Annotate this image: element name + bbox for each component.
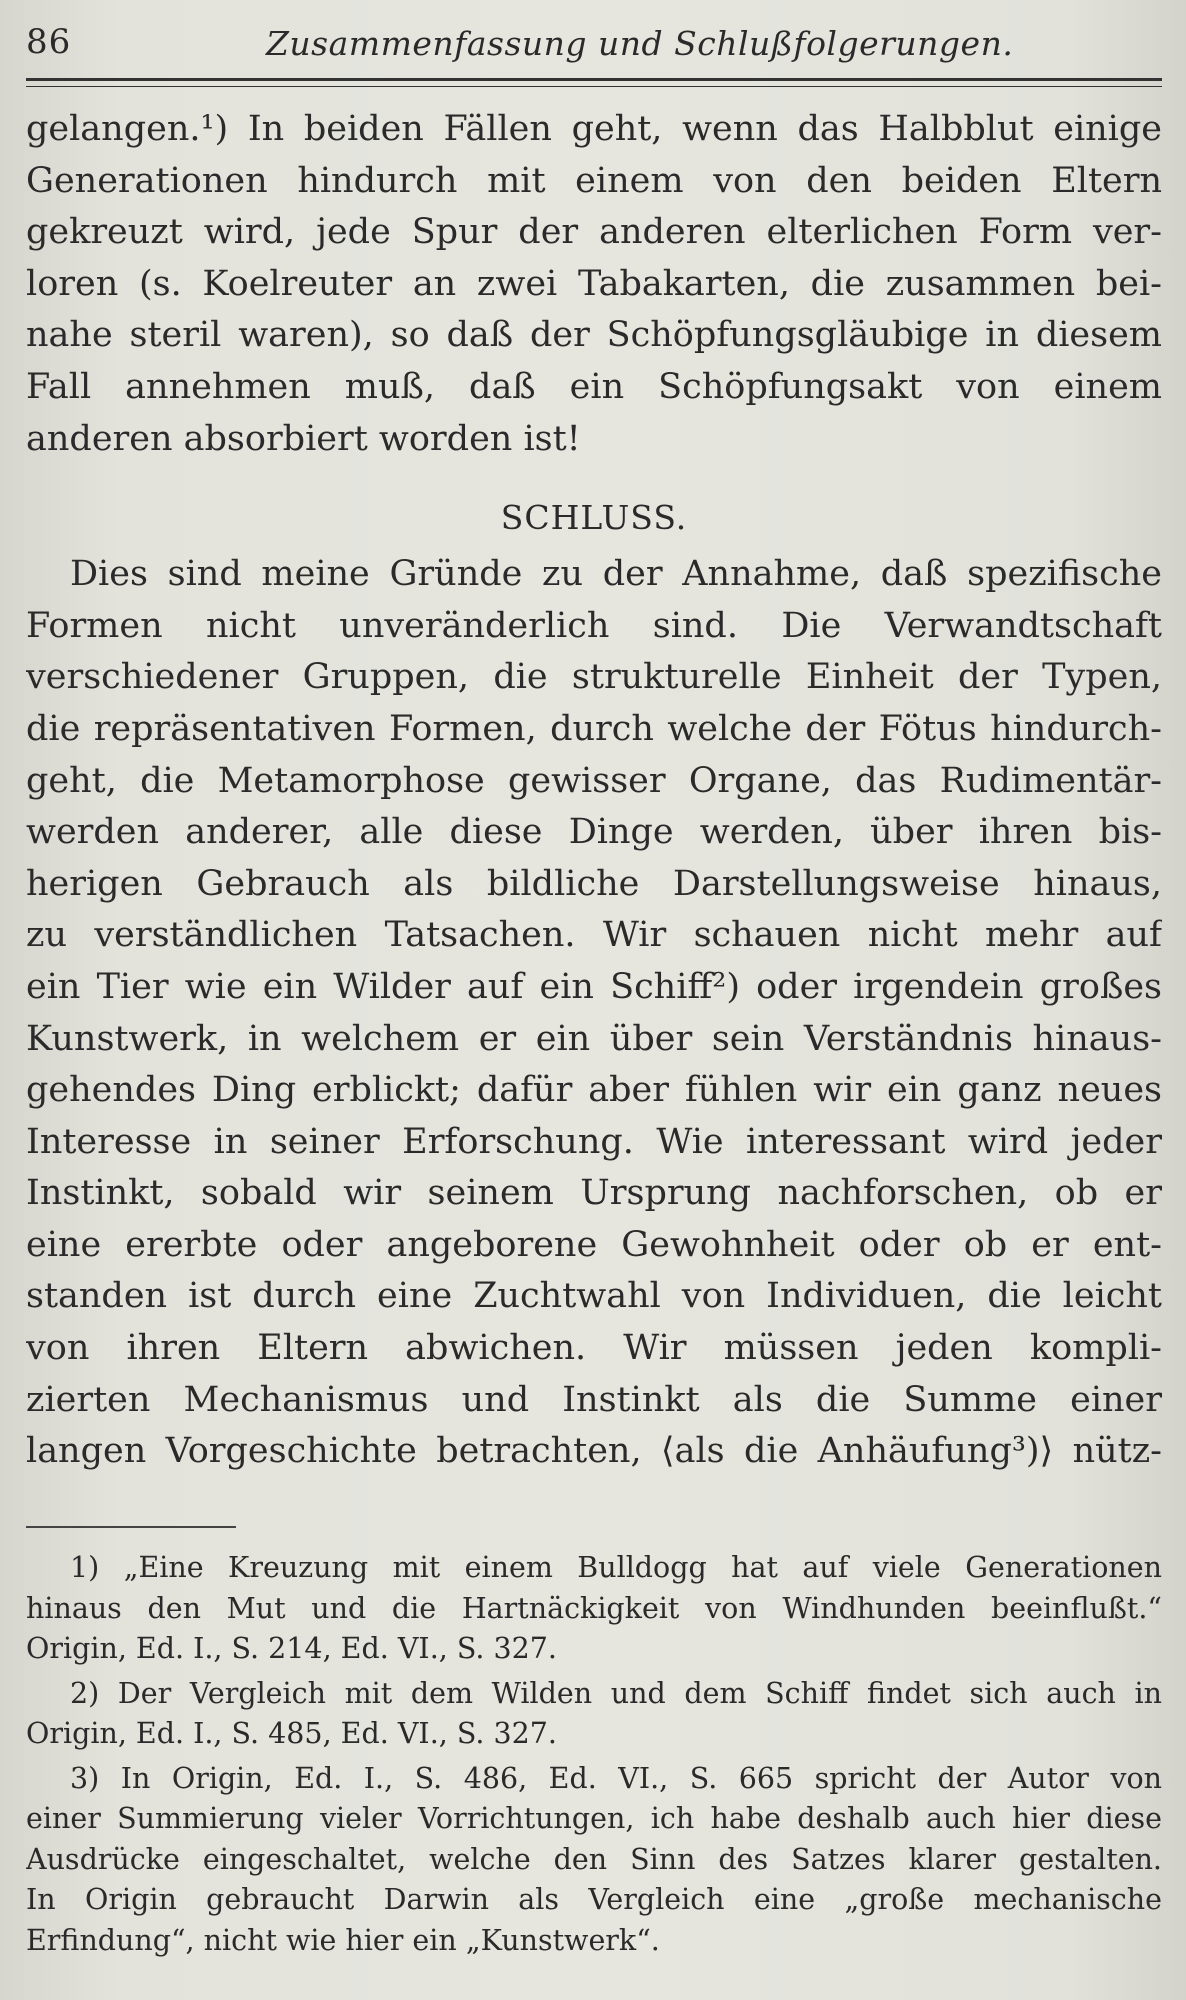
text-line: zu verständlichen Tatsachen. Wir schauen nicht mehr auf — [26, 915, 1162, 956]
text-line: Instinkt, sobald wir seinem Ursprung nachforschen, ob er — [26, 1173, 1162, 1214]
text-line: werden anderer, alle diese Dinge werden, über ihren bis- — [26, 812, 1162, 853]
footnote-line: Erfindung“, nicht wie hier ein „Kunstwerk“. — [26, 1923, 660, 1957]
text-line: Generationen hindurch mit einem von den beiden Eltern — [26, 160, 1162, 201]
paragraph-schluss — [26, 549, 1162, 1478]
text-line: Formen nicht unveränderlich sind. Die Verwandtschaft — [26, 605, 1162, 646]
page-header — [26, 22, 1160, 72]
footnote-1 — [26, 1548, 1162, 1670]
footnote-line: 1) „Eine Kreuzung mit einem Bulldogg hat auf viele Generationen — [70, 1551, 1162, 1584]
text-line: ein Tier wie ein Wilder auf ein Schiff²) oder irgendein großes — [26, 966, 1162, 1007]
running-title: Zusammenfassung und Schlußfolgerungen. — [266, 24, 1014, 63]
text-line: herigen Gebrauch als bildliche Darstellungsweise hinaus, — [26, 863, 1162, 904]
footnote-3 — [26, 1759, 1162, 1962]
text-line: gekreuzt wird, jede Spur der anderen elterlichen Form ver- — [26, 212, 1162, 253]
footnote-line: einer Summierung vieler Vorrichtungen, ich habe deshalb auch hier diese — [26, 1802, 1162, 1835]
footnote-line: 3) In Origin, Ed. I., S. 486, Ed. VI., S. 665 spricht der Autor von — [70, 1761, 1162, 1795]
text-line: gelangen.¹) In beiden Fällen geht, wenn das Halbblut einige — [26, 109, 1162, 149]
footnote-separator — [26, 1526, 236, 1528]
text-line: von ihren Eltern abwichen. Wir müssen jeden kompli- — [26, 1328, 1162, 1369]
text-line: eine ererbte oder angeborene Gewohnheit oder ob er ent- — [26, 1224, 1162, 1265]
text-line: verschiedener Gruppen, die strukturelle Einheit der Typen, — [26, 657, 1162, 698]
footnote-line: In Origin gebraucht Darwin als Vergleich eine „große mechanische — [26, 1883, 1162, 1916]
header-rule-thin — [26, 86, 1162, 87]
text-line: Interesse in seiner Erforschung. Wie interessant wird jeder — [26, 1121, 1162, 1162]
page-number: 86 — [26, 22, 72, 62]
main-text — [26, 104, 1162, 1478]
footnotes — [26, 1548, 1162, 1961]
section-heading: SCHLUSS. — [500, 498, 688, 538]
footnote-line: Ausdrücke eingeschaltet, welche den Sinn des Satzes klarer gestalten. — [26, 1842, 1162, 1876]
footnote-line: hinaus den Mut und die Hartnäckigkeit von Windhunden beeinflußt.“ — [26, 1591, 1162, 1625]
text-line: gehendes Ding erblickt; dafür aber fühlen wir ein ganz neues — [26, 1070, 1162, 1111]
text-line: Kunstwerk, in welchem er ein über sein Verständnis hinaus- — [26, 1018, 1162, 1059]
text-line: anderen absorbiert worden ist! — [26, 418, 581, 459]
text-line: Fall annehmen muß, daß ein Schöpfungsakt von einem — [26, 366, 1162, 407]
text-line: standen ist durch eine Zuchtwahl von Individuen, die leicht — [26, 1276, 1162, 1317]
text-line: langen Vorgeschichte betrachten, ⟨als die Anhäufung³)⟩ nütz- — [26, 1431, 1162, 1472]
text-line: geht, die Metamorphose gewisser Organe, das Rudimentär- — [26, 760, 1162, 801]
footnote-2 — [26, 1674, 1162, 1755]
text-line: loren (s. Koelreuter an zwei Tabakarten, die zusammen bei- — [26, 263, 1162, 304]
text-line: die repräsentativen Formen, durch welche der Fötus hindurch- — [26, 708, 1162, 749]
footnote-line: 2) Der Vergleich mit dem Wilden und dem Schiff findet sich auch in — [70, 1676, 1162, 1710]
header-rule-thick — [26, 78, 1162, 81]
footnote-line: Origin, Ed. I., S. 214, Ed. VI., S. 327. — [26, 1632, 557, 1665]
text-line: Dies sind meine Gründe zu der Annahme, daß spezifische — [70, 554, 1162, 595]
paragraph-continuation — [26, 104, 1162, 465]
text-line: nahe steril waren), so daß der Schöpfungsgläubige in diesem — [26, 315, 1162, 356]
footnote-line: Origin, Ed. I., S. 485, Ed. VI., S. 327. — [26, 1717, 557, 1750]
text-line: zierten Mechanismus und Instinkt als die Summe einer — [26, 1379, 1162, 1420]
